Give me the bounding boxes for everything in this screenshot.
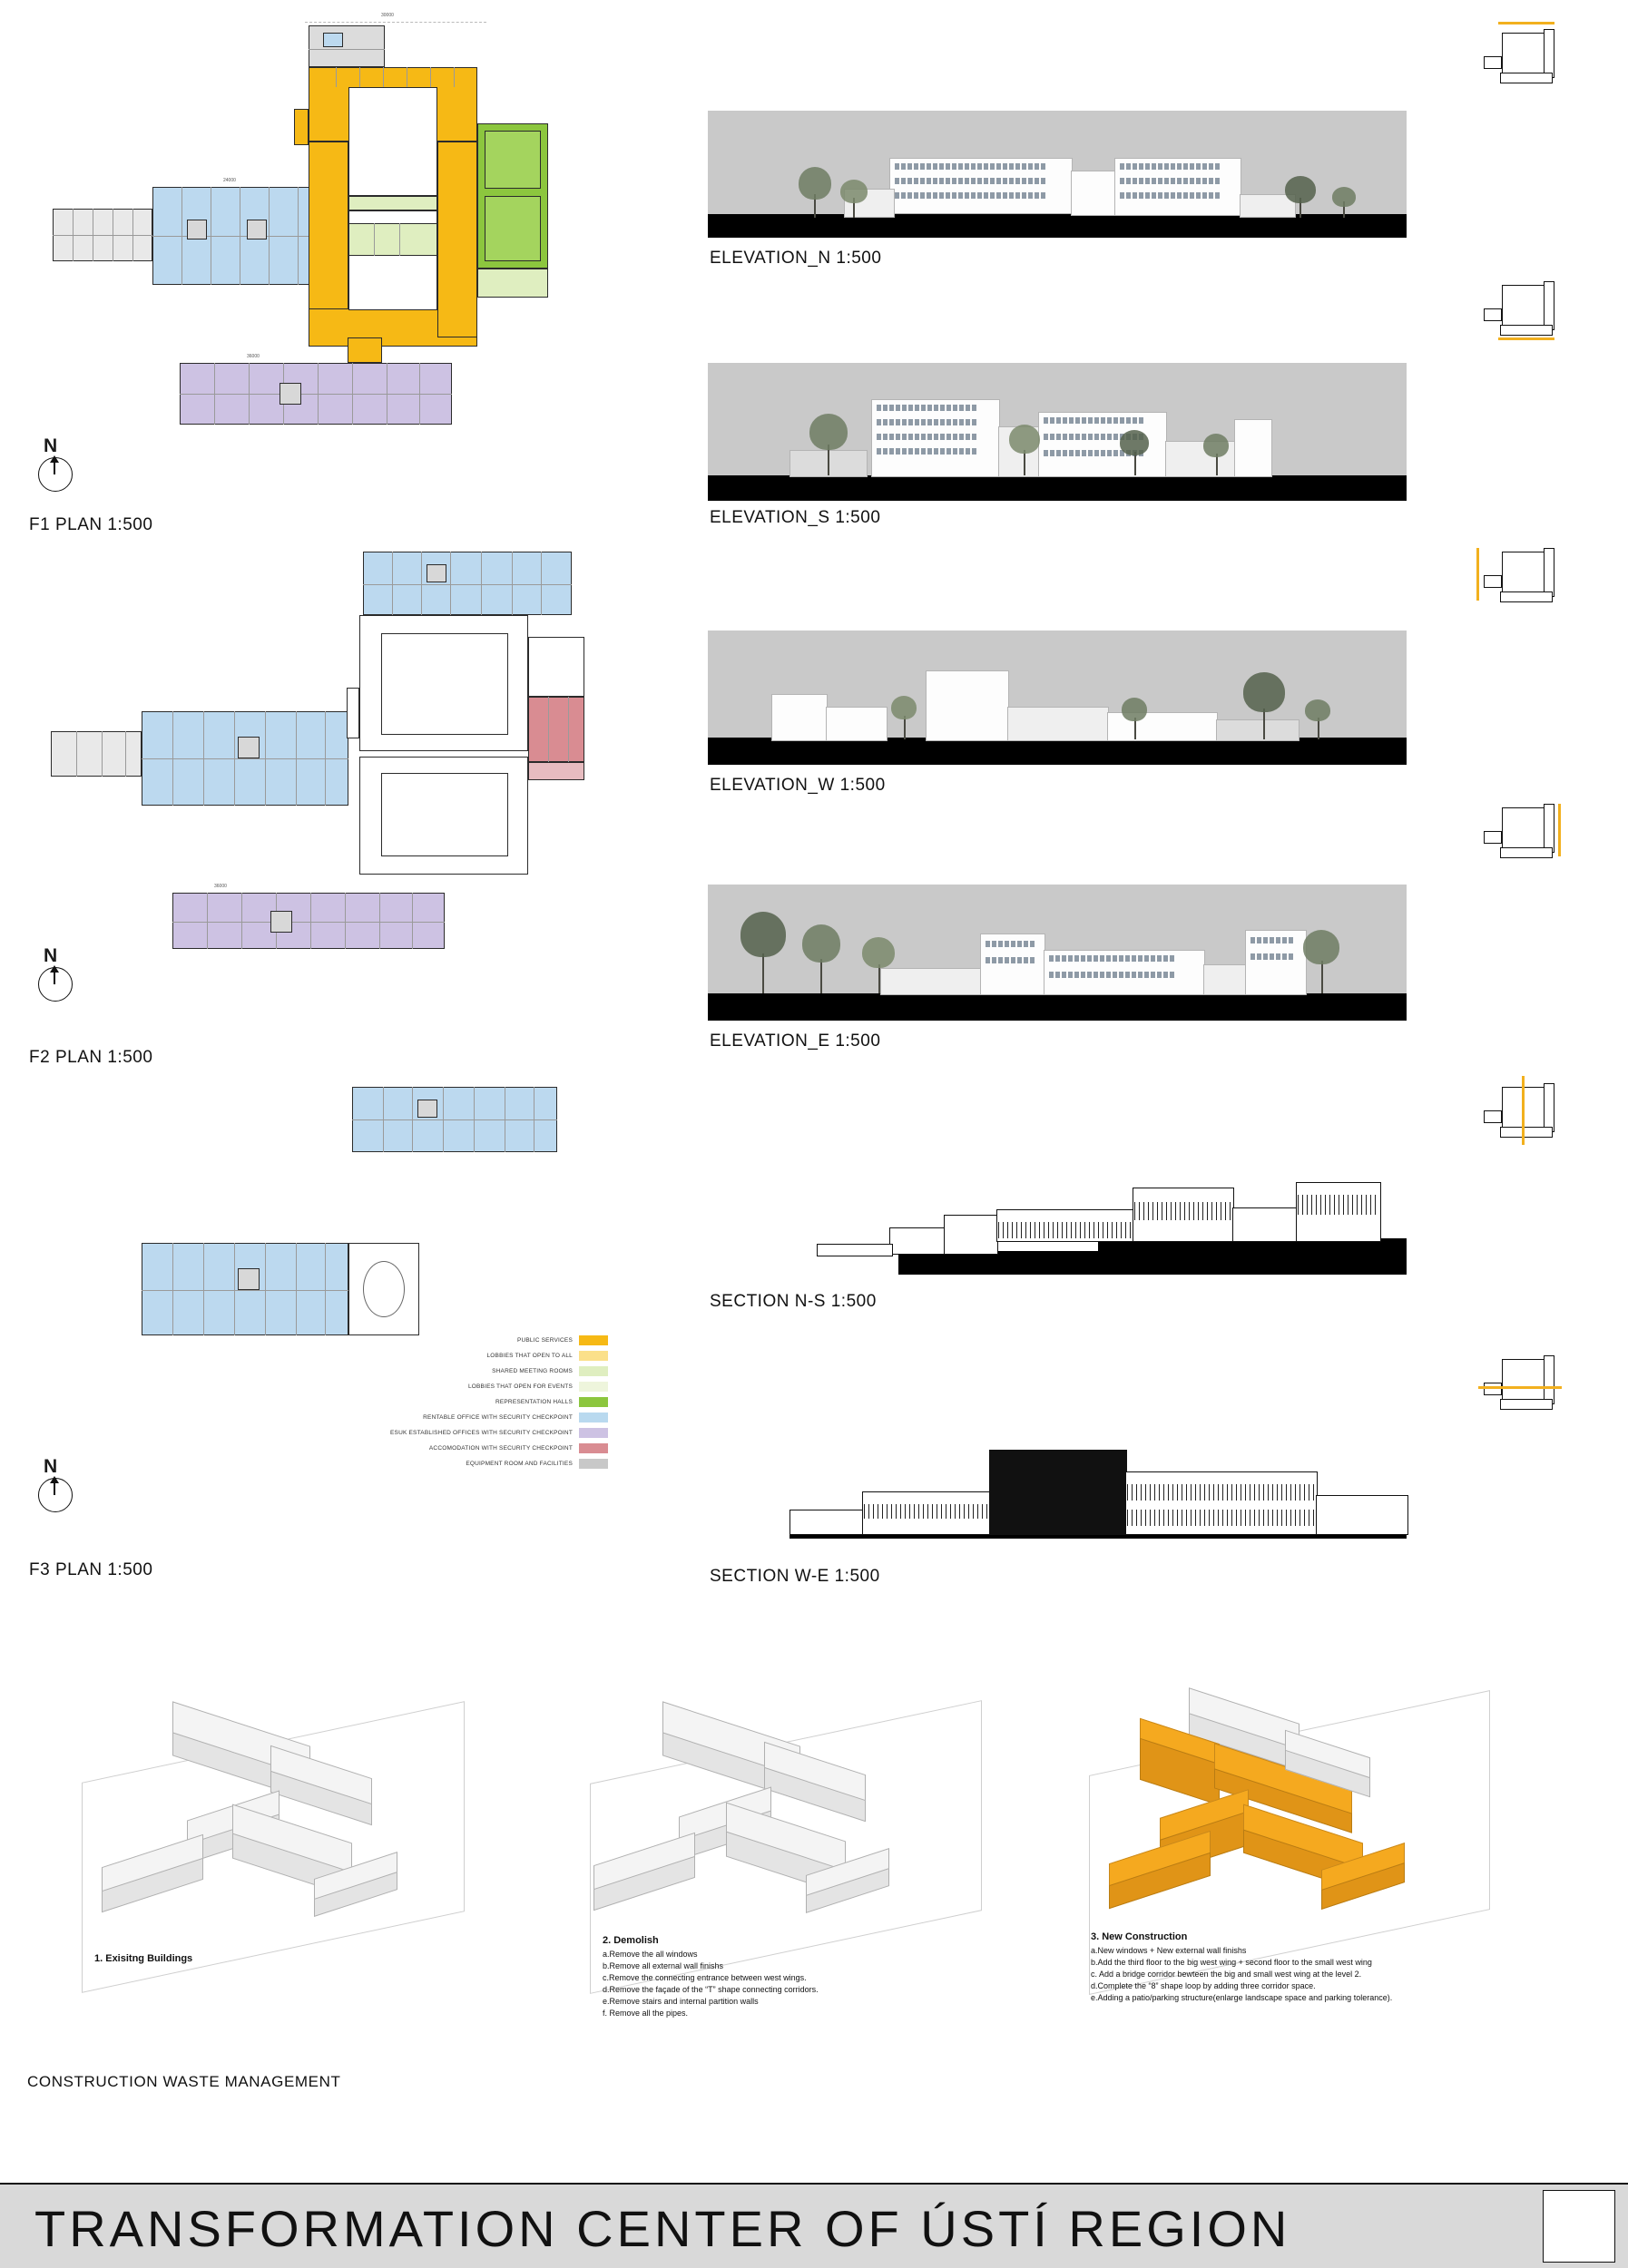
axonometric-demolish — [563, 1706, 1016, 2018]
legend-label: ACCOMODATION WITH SECURITY CHECKPOINT — [428, 1444, 573, 1452]
section-we-label: SECTION W-E 1:500 — [710, 1567, 880, 1586]
axo-new-note: d.Complete the “8” shape loop by adding three corridor space. — [1091, 1981, 1316, 1990]
legend-swatch — [579, 1443, 608, 1453]
section-ns-label: SECTION N-S 1:500 — [710, 1292, 877, 1311]
legend-item — [381, 1395, 608, 1408]
f1-floor-plan: 30000 24000 36000 — [36, 9, 653, 499]
north-letter: N — [44, 1456, 58, 1477]
f2-plan-label: F2 PLAN 1:500 — [29, 1048, 153, 1067]
legend-label: ESUK ESTABLISHED OFFICES WITH SECURITY CHECKPOINT — [390, 1429, 573, 1436]
keyplan-elevation-east — [1475, 791, 1584, 869]
axo-demolish-note: d.Remove the façade of the “T” shape connecting corridors. — [603, 1985, 819, 1994]
legend-label: PUBLIC SERVICES — [516, 1336, 573, 1344]
legend-item — [381, 1442, 608, 1454]
elevation-west-label: ELEVATION_W 1:500 — [710, 776, 886, 795]
legend-swatch — [579, 1366, 608, 1376]
keyplan-section-we — [1475, 1343, 1584, 1421]
elevation-north-drawing — [708, 111, 1407, 238]
axonometric-new-construction — [1053, 1687, 1561, 2002]
axonometric-existing — [54, 1706, 481, 1969]
axo-new-title: 3. New Construction — [1091, 1931, 1188, 1942]
legend-swatch — [579, 1459, 608, 1469]
legend-label: LOBBIES THAT OPEN FOR EVENTS — [467, 1383, 573, 1390]
legend-swatch — [579, 1382, 608, 1392]
title-block-box — [1543, 2190, 1615, 2263]
axo-demolish-note: b.Remove all external wall finishs — [603, 1961, 724, 1970]
f3-plan-label: F3 PLAN 1:500 — [29, 1560, 153, 1579]
legend-item — [381, 1334, 608, 1346]
legend-swatch — [579, 1397, 608, 1407]
legend-swatch — [579, 1335, 608, 1345]
legend-label: RENTABLE OFFICE WITH SECURITY CHECKPOINT — [423, 1413, 573, 1421]
color-legend — [381, 1334, 608, 1472]
f2-north-arrow — [36, 945, 83, 1003]
axo-existing-title: 1. Exisitng Buildings — [94, 1953, 193, 1964]
legend-label: SHARED MEETING ROOMS — [492, 1367, 573, 1374]
north-letter: N — [44, 435, 58, 456]
elevation-east-drawing — [708, 885, 1407, 1021]
axo-demolish-note: c.Remove the connecting entrance between west wings. — [603, 1973, 807, 1982]
legend-swatch — [579, 1413, 608, 1422]
legend-swatch — [579, 1351, 608, 1361]
axo-demolish-note: e.Remove stairs and internal partition walls — [603, 1997, 759, 2006]
axo-new-note: a.New windows + New external wall finishs — [1091, 1946, 1247, 1955]
legend-item — [381, 1457, 608, 1470]
elevation-west-drawing — [708, 631, 1407, 765]
axo-demolish-note: f. Remove all the pipes. — [603, 2009, 689, 2018]
keyplan-elevation-west — [1475, 535, 1584, 613]
legend-label: LOBBIES THAT OPEN TO ALL — [486, 1352, 573, 1359]
keyplan-section-ns — [1475, 1070, 1584, 1149]
legend-label: EQUIPMENT ROOM AND FACILITIES — [466, 1460, 573, 1467]
legend-item — [381, 1380, 608, 1393]
f1-plan-label: F1 PLAN 1:500 — [29, 515, 153, 534]
axo-demolish-title: 2. Demolish — [603, 1935, 659, 1946]
construction-waste-heading: CONSTRUCTION WASTE MANAGEMENT — [27, 2073, 341, 2090]
legend-item — [381, 1349, 608, 1362]
axo-new-note: e.Adding a patio/parking structure(enlarge landscape space and parking tolerance). — [1091, 1993, 1393, 2002]
axo-new-note: b.Add the third floor to the big west wing + second floor to the small west wing — [1091, 1958, 1372, 1967]
legend-item — [381, 1364, 608, 1377]
elevation-east-label: ELEVATION_E 1:500 — [710, 1031, 881, 1051]
f3-north-arrow — [36, 1456, 83, 1514]
axo-demolish-note: a.Remove the all windows — [603, 1950, 698, 1959]
legend-label: REPRESENTATION HALLS — [495, 1398, 573, 1405]
section-ns-drawing — [708, 1139, 1407, 1284]
elevation-south-label: ELEVATION_S 1:500 — [710, 508, 881, 527]
legend-swatch — [579, 1428, 608, 1438]
sheet-title: TRANSFORMATION CENTER OF ÚSTÍ REGION — [34, 2200, 1291, 2257]
f2-floor-plan: 36000 — [36, 543, 653, 1023]
elevation-north-label: ELEVATION_N 1:500 — [710, 249, 882, 268]
legend-item — [381, 1411, 608, 1423]
legend-item — [381, 1426, 608, 1439]
keyplan-elevation-north — [1475, 16, 1584, 94]
elevation-south-drawing — [708, 363, 1407, 501]
section-we-drawing — [708, 1415, 1407, 1560]
sheet-title-bar — [0, 2183, 1628, 2268]
axo-new-note: c. Add a bridge corridor bewteen the big and small west wing at the level 2. — [1091, 1970, 1362, 1979]
f1-north-arrow — [36, 435, 83, 494]
keyplan-elevation-south — [1475, 269, 1584, 347]
north-letter: N — [44, 945, 58, 966]
